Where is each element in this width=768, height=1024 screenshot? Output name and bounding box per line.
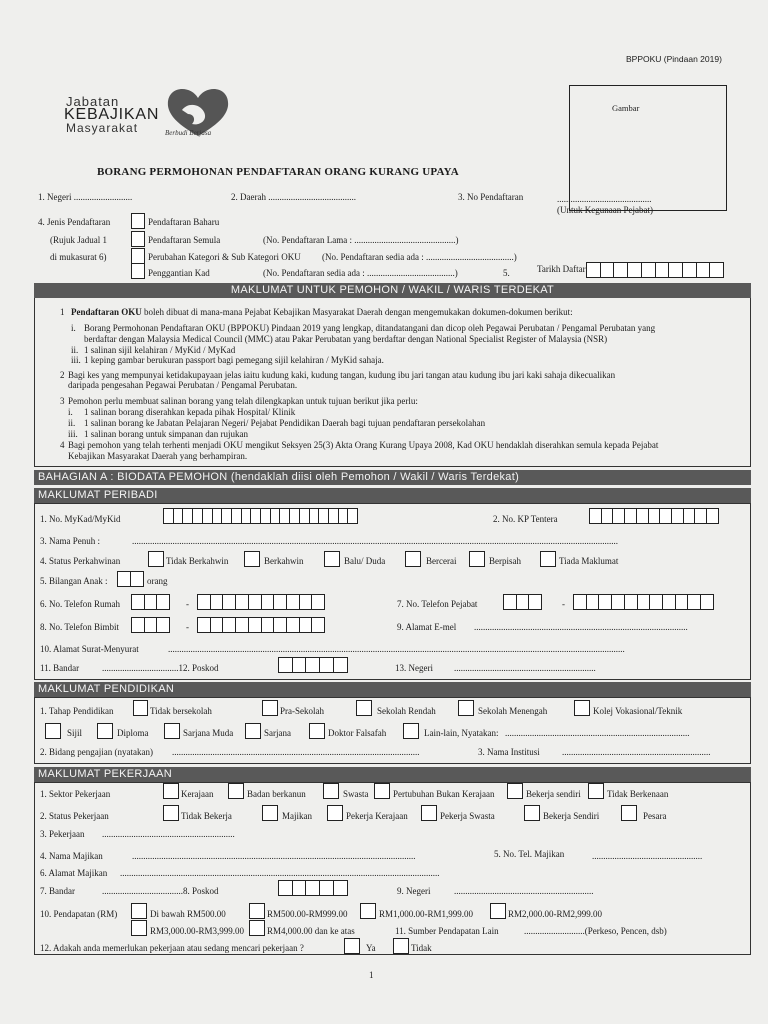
bandar-field[interactable]: ..................................12. Poskod xyxy=(102,663,219,673)
tel-rumah-boxes[interactable] xyxy=(197,594,324,610)
negeri-majikan-label: 9. Negeri xyxy=(397,886,431,896)
balu-checkbox[interactable] xyxy=(324,551,340,567)
alamat-surat-field[interactable]: ........................................................................................................................................................................................................... xyxy=(168,644,625,654)
tiada-maklumat-label: Tiada Maklumat xyxy=(559,556,619,566)
berkahwin-checkbox[interactable] xyxy=(244,551,260,567)
swasta-checkbox[interactable] xyxy=(323,783,339,799)
berkahwin-label: Berkahwin xyxy=(264,556,304,566)
income-4-checkbox[interactable] xyxy=(490,903,506,919)
income-5-label: RM3,000.00-RM3,999.00 xyxy=(150,926,245,936)
status-kahwin-label: 4. Status Perkahwinan xyxy=(40,556,121,566)
note-1-iii: 1 keping gambar berukuran passport bagi pemegang sijil kelahiran / MyKid sahaja. xyxy=(84,355,384,365)
tel-rumah-label: 6. No. Telefon Rumah xyxy=(40,599,120,609)
alamat-surat-label: 10. Alamat Surat-Menyurat xyxy=(40,644,139,654)
tel-pejabat-dash: - xyxy=(562,599,565,609)
tel-pejabat-boxes[interactable] xyxy=(573,594,713,610)
info-band: MAKLUMAT UNTUK PEMOHON / WAKIL / WARIS TERDEKAT xyxy=(34,283,751,298)
tel-bimbit-dash: - xyxy=(186,622,189,632)
bercerai-checkbox[interactable] xyxy=(405,551,421,567)
jadual-note-2: di mukasurat 6) xyxy=(50,252,107,262)
bandar-majikan-label: 7. Bandar xyxy=(40,886,75,896)
tel-pejabat-prefix-boxes[interactable] xyxy=(503,594,541,610)
bahagian-a-band: BAHAGIAN A : BIODATA PEMOHON (hendaklah diisi oleh Pemohon / Wakil / Waris Terdekat) xyxy=(34,470,751,485)
peribadi-band: MAKLUMAT PERIBADI xyxy=(34,488,751,503)
swasta-label: Swasta xyxy=(343,789,369,799)
note-1-i: Borang Permohonan Pendaftaran OKU (BPPOKU) Pindaan 2019 yang lengkap, ditandatangani dan dicop oleh Pegawai Perubatan / Pengamal Perubatan yang xyxy=(84,323,656,333)
bekerja-sendiri-checkbox[interactable] xyxy=(507,783,523,799)
ya-checkbox[interactable] xyxy=(344,938,360,954)
pendapatan-label: 10. Pendapatan (RM) xyxy=(40,909,118,919)
note-3-ii: 1 salinan borang ke Jabatan Pelajaran Negeri/ Pejabat Pendidikan Daerah bagi tujuan pendaftaran persekolahan xyxy=(84,418,486,428)
kp-tentera-label: 2. No. KP Tentera xyxy=(493,514,558,524)
alamat-majikan-label: 6. Alamat Majikan xyxy=(40,868,108,878)
income-1-label: Di bawah RM500.00 xyxy=(150,909,226,919)
sijil-label: Sijil xyxy=(67,728,83,738)
note-1-ii: 1 salinan sijil kelahiran / MyKid / MyKad xyxy=(84,345,236,355)
income-6-checkbox[interactable] xyxy=(249,920,265,936)
income-2-label: RM500.00-RM999.00 xyxy=(267,909,348,919)
kolej-vokasional-checkbox[interactable] xyxy=(574,700,590,716)
tidak-berkahwin-checkbox[interactable] xyxy=(148,551,164,567)
no-lama-field[interactable]: (No. Pendaftaran Lama : .............................................) xyxy=(263,235,459,245)
berpisah-checkbox[interactable] xyxy=(469,551,485,567)
negeri-field[interactable]: 1. Negeri .......................... xyxy=(38,192,133,202)
tidak-bersekolah-checkbox[interactable] xyxy=(133,700,148,716)
pendidikan-band: MAKLUMAT PENDIDIKAN xyxy=(34,682,751,697)
pekerja-kerajaan-checkbox[interactable] xyxy=(327,805,343,821)
note-3-iii: 1 salinan borang untuk simpanan dan rujukan xyxy=(84,429,248,439)
badan-berkanun-checkbox[interactable] xyxy=(228,783,244,799)
bekerja-sendiri-status-checkbox[interactable] xyxy=(524,805,540,821)
note-2: Bagi kes yang mempunyai ketidakupayaan jelas iaitu kudung kaki, kudung tangan, kudung ibu jari tangan atau kudung ibu jari kaki sahaja dikecualikan xyxy=(68,370,616,380)
note-2-cont: daripada pengesahan Pegawai Perubatan / Pengamal Perubatan. xyxy=(68,380,298,390)
form-code: BPPOKU (Pindaan 2019) xyxy=(626,54,722,64)
sekolah-rendah-checkbox[interactable] xyxy=(356,700,372,716)
majikan-checkbox[interactable] xyxy=(262,805,278,821)
kerajaan-checkbox[interactable] xyxy=(163,783,179,799)
note-4-number: 4 xyxy=(60,440,65,450)
logo-line1: Jabatan xyxy=(66,94,120,109)
nama-majikan-label: 4. Nama Majikan xyxy=(40,851,103,861)
ya-label: Ya xyxy=(366,943,376,953)
pekerjaan-label: 3. Pekerjaan xyxy=(40,829,85,839)
pekerja-swasta-checkbox[interactable] xyxy=(421,805,437,821)
pekerjaan-band: MAKLUMAT PEKERJAAN xyxy=(34,767,751,782)
tarikh-daftar-boxes[interactable] xyxy=(586,262,723,278)
income-4-label: RM2,000.00-RM2,999.00 xyxy=(508,909,603,919)
lain-lain-checkbox[interactable] xyxy=(403,723,419,739)
note-3-ii-num: ii. xyxy=(68,418,76,428)
mykad-label: 1. No. MyKad/MyKid xyxy=(40,514,121,524)
tel-rumah-dash: - xyxy=(186,599,189,609)
sarjana-checkbox[interactable] xyxy=(245,723,261,739)
sarjana-muda-checkbox[interactable] xyxy=(164,723,180,739)
bilangan-anak-boxes[interactable] xyxy=(117,571,142,587)
tidak-berkenaan-label: Tidak Berkenaan xyxy=(607,789,669,799)
sekolah-menengah-checkbox[interactable] xyxy=(458,700,474,716)
note-1-bold: Pendaftaran OKU xyxy=(71,307,142,317)
tidak-berkenaan-checkbox[interactable] xyxy=(588,783,604,799)
form-title: BORANG PERMOHONAN PENDAFTARAN ORANG KURANG UPAYA xyxy=(97,166,459,178)
bercerai-label: Bercerai xyxy=(426,556,457,566)
poskod-boxes[interactable] xyxy=(278,657,347,673)
note-1-i-num: i. xyxy=(71,323,76,333)
note-3-number: 3 xyxy=(60,396,65,406)
emel-label: 9. Alamat E-mel xyxy=(397,622,457,632)
note-3: Pemohon perlu membuat salinan borang yang telah dilengkapkan untuk tujuan berikut jika perlu: xyxy=(68,396,418,406)
photo-box[interactable] xyxy=(569,85,727,211)
note-1-text: boleh dibuat di mana-mana Pejabat Kebajikan Masyarakat Daerah dengan mengemukakan dokumen-dokumen berikut: xyxy=(141,307,573,317)
pesara-label: Pesara xyxy=(643,811,667,821)
sektor-label: 1. Sektor Pekerjaan xyxy=(40,789,111,799)
jadual-note-1: (Rujuk Jadual 1 xyxy=(50,235,107,245)
no-pendaftaran-field[interactable]: .......................................... xyxy=(557,194,652,204)
sarjana-label: Sarjana xyxy=(264,728,291,738)
tidak-berkahwin-label: Tidak Berkahwin xyxy=(166,556,229,566)
negeri-label: 13. Negeri xyxy=(395,663,433,673)
doktor-falsafah-checkbox[interactable] xyxy=(309,723,325,739)
kp-tentera-boxes[interactable] xyxy=(589,508,718,524)
pesara-checkbox[interactable] xyxy=(621,805,637,821)
tel-majikan-field[interactable]: ................................................. xyxy=(592,851,703,861)
tel-bimbit-prefix-boxes[interactable] xyxy=(131,617,169,633)
note-1-ii-num: ii. xyxy=(71,345,79,355)
tarikh-label: Tarikh Daftar xyxy=(537,264,586,274)
diploma-checkbox[interactable] xyxy=(97,723,113,739)
note-3-iii-num: iii. xyxy=(68,429,78,439)
note-1 xyxy=(71,307,573,317)
no-sedia-ada-field-2[interactable]: (No. Pendaftaran sedia ada : .......................................) xyxy=(263,268,458,278)
poskod-majikan-boxes[interactable] xyxy=(278,880,347,896)
note-4-cont: Kebajikan Masyarakat Daerah yang berhampiran. xyxy=(68,451,248,461)
institusi-field[interactable]: .................................................................. xyxy=(562,747,711,757)
pekerja-swasta-label: Pekerja Swasta xyxy=(440,811,495,821)
note-3-i: 1 salinan borang diserahkan kepada pihak Hospital/ Klinik xyxy=(84,407,296,417)
kolej-vokasional-label: Kolej Vokasional/Teknik xyxy=(593,706,683,716)
photo-label: Gambar xyxy=(612,103,640,113)
perubahan-label: Perubahan Kategori & Sub Kategori OKU xyxy=(148,252,301,262)
no-pendaftaran-label: 3. No Pendaftaran xyxy=(458,192,524,202)
lain-lain-field[interactable]: .................................................................................. xyxy=(505,728,690,738)
tahap-pendidikan-label: 1. Tahap Pendidikan xyxy=(40,706,114,716)
pekerja-kerajaan-label: Pekerja Kerajaan xyxy=(346,811,408,821)
institusi-label: 3. Nama Institusi xyxy=(478,747,540,757)
pbk-label: Pertubuhan Bukan Kerajaan xyxy=(393,789,495,799)
income-3-label: RM1,000.00-RM1,999.00 xyxy=(379,909,474,919)
pbk-checkbox[interactable] xyxy=(374,783,390,799)
income-3-checkbox[interactable] xyxy=(360,903,376,919)
nama-majikan-field[interactable]: .............................................................................................................................. xyxy=(132,851,416,861)
diploma-label: Diploma xyxy=(117,728,149,738)
bandar-label: 11. Bandar xyxy=(40,663,80,673)
pekerjaan-field[interactable]: ........................................................... xyxy=(102,829,235,839)
emel-field[interactable]: ............................................................................................... xyxy=(474,622,688,632)
sijil-checkbox[interactable] xyxy=(45,723,61,739)
sekolah-rendah-label: Sekolah Rendah xyxy=(377,706,436,716)
tidak-bekerja-label: Tidak Bekerja xyxy=(181,811,232,821)
tidak-checkbox[interactable] xyxy=(393,938,409,954)
bilangan-anak-label: 5. Bilangan Anak : xyxy=(40,576,108,586)
note-1-iii-num: iii. xyxy=(71,355,81,365)
logo-line2: KEBAJIKAN xyxy=(64,106,160,123)
mykad-boxes[interactable] xyxy=(163,508,357,524)
prasekolah-label: Pra-Sekolah xyxy=(280,706,324,716)
alamat-majikan-field[interactable]: .............................................................................................................................................. xyxy=(120,868,440,878)
bekerja-sendiri-status-label: Bekerja Sendiri xyxy=(543,811,600,821)
negeri-field-2[interactable]: ............................................................... xyxy=(454,663,596,673)
berpisah-label: Berpisah xyxy=(489,556,521,566)
tel-bimbit-label: 8. No. Telefon Bimbit xyxy=(40,622,119,632)
semula-checkbox[interactable] xyxy=(131,231,145,247)
sekolah-menengah-label: Sekolah Menengah xyxy=(478,706,548,716)
tel-majikan-label: 5. No. Tel. Majikan xyxy=(494,849,565,859)
bidang-label: 2. Bidang pengajian (nyatakan) xyxy=(40,747,153,757)
income-1-checkbox[interactable] xyxy=(131,903,147,919)
bidang-field[interactable]: .............................................................................................................. xyxy=(172,747,420,757)
penggantian-checkbox[interactable] xyxy=(131,263,145,279)
baharu-label: Pendaftaran Baharu xyxy=(148,217,220,227)
jenis-pendaftaran-label: 4. Jenis Pendaftaran xyxy=(38,217,111,227)
baharu-checkbox[interactable] xyxy=(131,213,145,229)
note-3-i-num: i. xyxy=(68,407,73,417)
note-1-number: 1 xyxy=(60,307,65,317)
note-1-i-cont: berdaftar dengan Malaysia Medical Council (MMC) atau Pakar Perubatan yang berdaftar dengan National Specialist Register of Malaysia (NSR) xyxy=(84,334,608,344)
income-5-checkbox[interactable] xyxy=(131,920,147,936)
page-number: 1 xyxy=(369,970,374,980)
tidak-label: Tidak xyxy=(411,943,432,953)
daerah-field[interactable]: 2. Daerah ....................................... xyxy=(231,192,356,202)
perubahan-checkbox[interactable] xyxy=(131,248,145,264)
kerajaan-label: Kerajaan xyxy=(181,789,214,799)
bekerja-sendiri-label: Bekerja sendiri xyxy=(526,789,581,799)
nama-penuh-field[interactable]: ........................................................................................................................................................................................................................ xyxy=(132,536,618,546)
kegunaan-pejabat-note: (Untuk Kegunaan Pejabat) xyxy=(557,205,653,215)
income-6-label: RM4,000.00 dan ke atas xyxy=(267,926,355,936)
negeri-majikan-field[interactable]: .............................................................. xyxy=(454,886,594,896)
note-4: Bagi pemohon yang telah terhenti menjadi OKU mengikut Seksyen 25(3) Akta Orang Kurang Upaya 2008, Kad OKU hendaklah diserahkan semula kepada Pejabat xyxy=(68,440,659,450)
sumber-lain-field[interactable]: ...........................(Perkeso, Pencen, dsb) xyxy=(524,926,667,936)
logo-line3: Masyarakat xyxy=(66,121,139,135)
tidak-bekerja-checkbox[interactable] xyxy=(163,805,179,821)
logo-tagline: Berbudi Berjasa xyxy=(165,129,212,137)
penggantian-label: Penggantian Kad xyxy=(148,268,210,278)
no-sedia-ada-field[interactable]: (No. Pendaftaran sedia ada : .......................................) xyxy=(322,252,517,262)
balu-label: Balu/ Duda xyxy=(344,556,386,566)
income-2-checkbox[interactable] xyxy=(249,903,265,919)
tel-bimbit-boxes[interactable] xyxy=(197,617,324,633)
bandar-majikan-field[interactable]: ....................................8. Poskod xyxy=(102,886,219,896)
orang-label: orang xyxy=(147,576,168,586)
doktor-falsafah-label: Doktor Falsafah xyxy=(328,728,387,738)
note-2-number: 2 xyxy=(60,370,65,380)
nama-penuh-label: 3. Nama Penuh : xyxy=(40,536,100,546)
lain-lain-label: Lain-lain, Nyatakan: xyxy=(424,728,499,738)
prasekolah-checkbox[interactable] xyxy=(262,700,278,716)
sarjana-muda-label: Sarjana Muda xyxy=(183,728,234,738)
tidak-bersekolah-label: Tidak bersekolah xyxy=(150,706,212,716)
tarikh-number: 5. xyxy=(503,268,510,278)
status-pekerjaan-label: 2. Status Pekerjaan xyxy=(40,811,109,821)
cari-kerja-label: 12. Adakah anda memerlukan pekerjaan atau sedang mencari pekerjaan ? xyxy=(40,943,304,953)
badan-berkanun-label: Badan berkanun xyxy=(247,789,306,799)
tel-rumah-prefix-boxes[interactable] xyxy=(131,594,169,610)
semula-label: Pendaftaran Semula xyxy=(148,235,221,245)
tel-pejabat-label: 7. No. Telefon Pejabat xyxy=(397,599,478,609)
sumber-lain-label: 11. Sumber Pendapatan Lain xyxy=(395,926,499,936)
tiada-maklumat-checkbox[interactable] xyxy=(540,551,556,567)
majikan-label: Majikan xyxy=(282,811,312,821)
